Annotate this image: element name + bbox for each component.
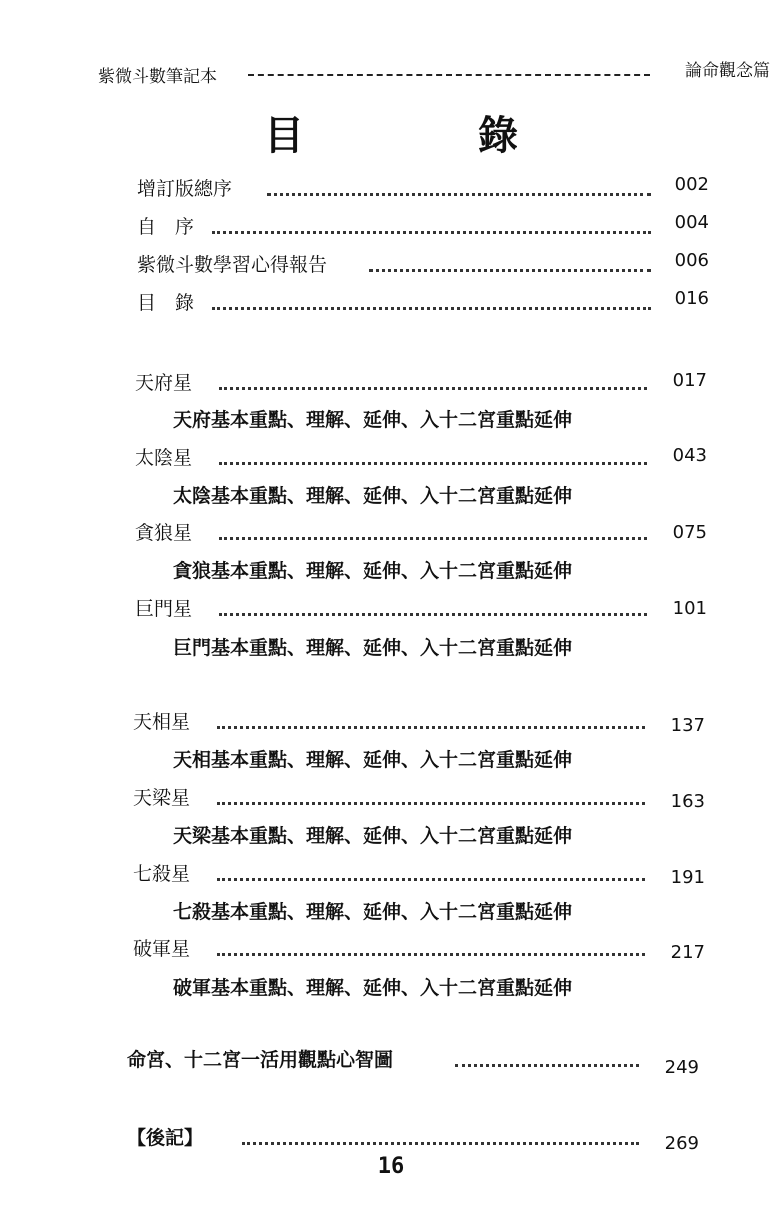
header-dashed-rule xyxy=(248,74,650,76)
toc-entry-label: 目 錄 xyxy=(137,288,210,315)
toc-entry[interactable] xyxy=(133,707,705,737)
toc-entry[interactable] xyxy=(137,288,709,318)
toc-leader-dots xyxy=(217,878,645,881)
toc-leader-dots xyxy=(217,726,645,729)
toc-entry-page: 101 xyxy=(672,598,707,619)
toc-leader-dots xyxy=(369,269,651,272)
toc-leader-dots xyxy=(219,387,647,390)
toc-subentry: 破軍基本重點、理解、延伸、入十二宮重點延伸 xyxy=(173,977,573,999)
toc-entry-label: 紫微斗數學習心得報告 xyxy=(137,250,343,277)
toc-entry-label: 破軍星 xyxy=(133,934,206,961)
toc-entry-page: 016 xyxy=(674,288,709,309)
toc-subentry: 貪狼基本重點、理解、延伸、入十二宮重點延伸 xyxy=(173,560,573,582)
toc-leader-dots xyxy=(455,1064,639,1067)
toc-entry-label: 天相星 xyxy=(133,707,206,734)
page-title: 目 錄 xyxy=(264,113,598,159)
toc-entry-page: 017 xyxy=(672,370,707,391)
toc-entry-page: 217 xyxy=(670,942,705,963)
toc-entry[interactable] xyxy=(135,594,707,624)
toc-leader-dots xyxy=(212,307,651,310)
toc-subentry: 七殺基本重點、理解、延伸、入十二宮重點延伸 xyxy=(173,901,573,923)
toc-entry-page: 006 xyxy=(674,250,709,271)
toc-entry[interactable] xyxy=(135,518,707,548)
toc-leader-dots xyxy=(217,953,645,956)
toc-entry-label: 自 序 xyxy=(137,212,210,239)
page-number: 16 xyxy=(377,1154,405,1179)
toc-entry[interactable] xyxy=(135,443,707,473)
toc-entry-page: 163 xyxy=(670,791,705,812)
toc-leader-dots xyxy=(219,613,647,616)
toc-entry-label: 命宮、十二宮一活用觀點心智圖 xyxy=(127,1045,409,1072)
toc-entry[interactable] xyxy=(133,783,705,813)
toc-entry-label: 天府星 xyxy=(135,368,208,395)
toc-subentry: 天府基本重點、理解、延伸、入十二宮重點延伸 xyxy=(173,409,573,431)
toc-leader-dots xyxy=(212,231,651,234)
toc-entry-page: 002 xyxy=(674,174,709,195)
toc-entry-page: 191 xyxy=(670,867,705,888)
toc-entry-label: 增訂版總序 xyxy=(137,174,248,201)
header-book-title: 紫微斗數筆記本 xyxy=(98,67,217,87)
toc-entry-label: 七殺星 xyxy=(133,859,206,886)
toc-entry[interactable] xyxy=(133,934,705,964)
toc-leader-dots xyxy=(242,1142,639,1145)
toc-entry-label: 巨門星 xyxy=(135,594,208,621)
toc-entry-label: 太陰星 xyxy=(135,443,208,470)
toc-entry[interactable] xyxy=(127,1045,699,1078)
toc-entry[interactable] xyxy=(137,212,709,242)
toc-subentry: 巨門基本重點、理解、延伸、入十二宮重點延伸 xyxy=(173,637,573,659)
toc-subentry: 太陰基本重點、理解、延伸、入十二宮重點延伸 xyxy=(173,485,573,507)
toc-entry[interactable] xyxy=(133,859,705,889)
toc-entry[interactable] xyxy=(135,368,707,398)
toc-entry[interactable] xyxy=(137,250,709,280)
toc-leader-dots xyxy=(219,537,647,540)
toc-leader-dots xyxy=(217,802,645,805)
toc-entry-page: 075 xyxy=(672,522,707,543)
toc-entry-page: 269 xyxy=(664,1133,699,1154)
toc-leader-dots xyxy=(219,462,647,465)
toc-entry[interactable] xyxy=(137,174,709,204)
toc-entry-page: 249 xyxy=(664,1057,699,1078)
toc-entry-label: 【後記】 xyxy=(127,1123,219,1150)
toc-entry-label: 天梁星 xyxy=(133,783,206,810)
toc-entry-page: 004 xyxy=(674,212,709,233)
header-section-title: 論命觀念篇 xyxy=(685,61,770,81)
toc-entry-label: 貪狼星 xyxy=(135,518,208,545)
toc-entry-page: 137 xyxy=(670,715,705,736)
running-header xyxy=(98,62,770,90)
toc-entry-page: 043 xyxy=(672,445,707,466)
toc-subentry: 天相基本重點、理解、延伸、入十二宮重點延伸 xyxy=(173,749,573,771)
toc-subentry: 天梁基本重點、理解、延伸、入十二宮重點延伸 xyxy=(173,825,573,847)
toc-entry[interactable] xyxy=(127,1123,699,1153)
toc-leader-dots xyxy=(267,193,651,196)
